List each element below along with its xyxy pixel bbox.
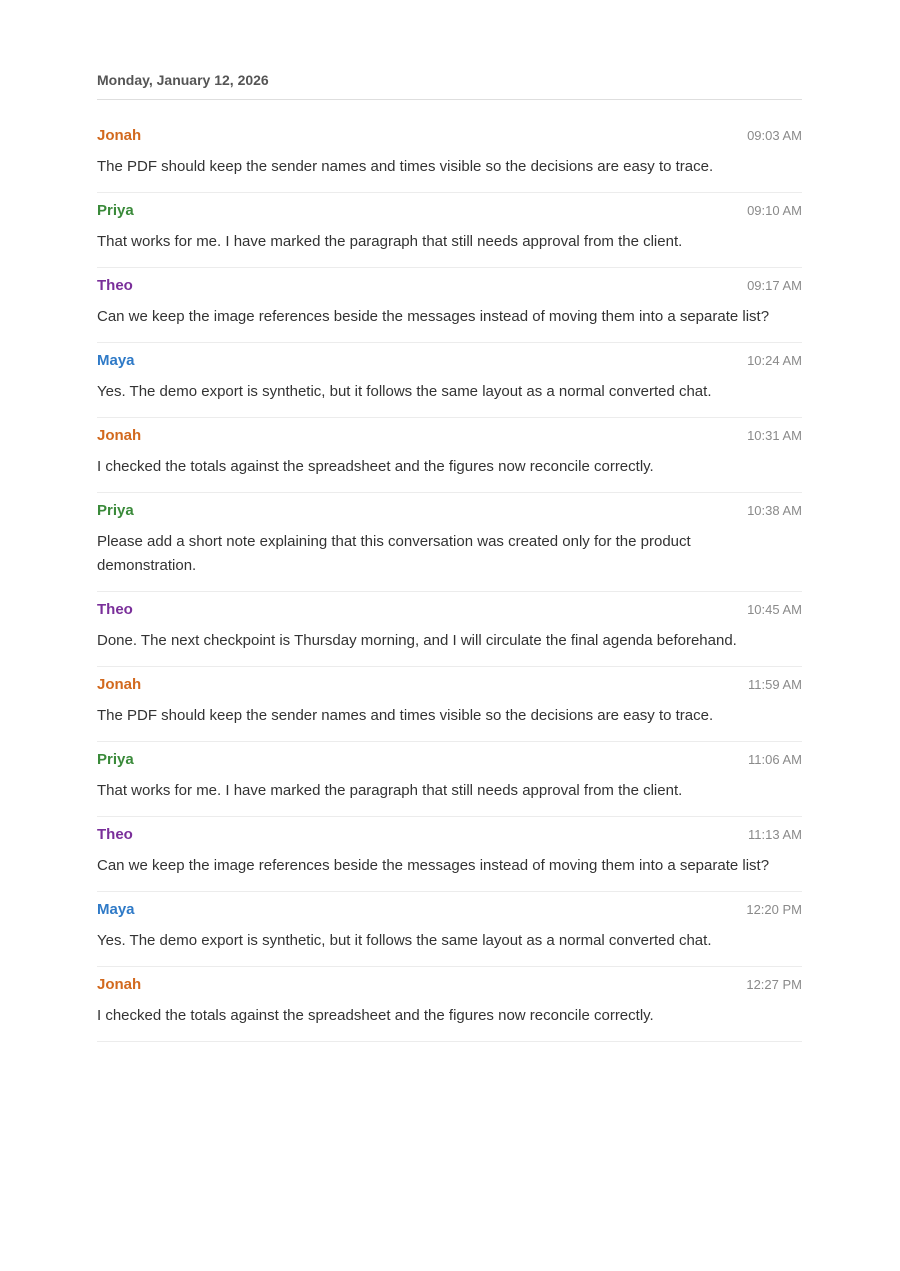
message-item bbox=[97, 193, 802, 268]
message-time: 09:17 AM bbox=[747, 278, 802, 293]
message-text: Can we keep the image references beside the messages instead of moving them into a separate list? bbox=[97, 857, 770, 874]
message-text: The PDF should keep the sender names and times visible so the decisions are easy to trace. bbox=[97, 158, 714, 175]
message-text: Yes. The demo export is synthetic, but it follows the same layout as a normal converted chat. bbox=[97, 383, 712, 400]
message-header bbox=[97, 127, 802, 149]
sender-name: Priya bbox=[97, 751, 134, 768]
message-header bbox=[97, 202, 802, 224]
message-text: Yes. The demo export is synthetic, but it follows the same layout as a normal converted chat. bbox=[97, 932, 712, 949]
sender-name: Jonah bbox=[97, 427, 142, 444]
message-time: 10:31 AM bbox=[747, 428, 802, 443]
message-time: 10:45 AM bbox=[747, 602, 802, 617]
message-header bbox=[97, 352, 802, 374]
message-item bbox=[97, 667, 802, 742]
message-text: Can we keep the image references beside the messages instead of moving them into a separate list? bbox=[97, 308, 770, 325]
message-time: 11:59 AM bbox=[748, 677, 802, 692]
message-header bbox=[97, 976, 802, 998]
message-time: 09:03 AM bbox=[747, 128, 802, 143]
message-item bbox=[97, 967, 802, 1042]
sender-name: Jonah bbox=[97, 127, 142, 144]
message-text: The PDF should keep the sender names and times visible so the decisions are easy to trace. bbox=[97, 707, 714, 724]
message-item bbox=[97, 343, 802, 418]
message-item bbox=[97, 418, 802, 493]
message-header bbox=[97, 502, 802, 524]
message-text: That works for me. I have marked the paragraph that still needs approval from the client. bbox=[97, 782, 683, 799]
message-time: 11:06 AM bbox=[748, 752, 802, 767]
sender-name: Maya bbox=[97, 901, 135, 918]
sender-name: Theo bbox=[97, 826, 133, 843]
message-time: 12:27 PM bbox=[746, 977, 802, 992]
message-text: Please add a short note explaining that this conversation was created only for the product demonstration. bbox=[97, 533, 691, 574]
message-item bbox=[97, 742, 802, 817]
message-header bbox=[97, 751, 802, 773]
message-time: 10:24 AM bbox=[747, 353, 802, 368]
message-header bbox=[97, 826, 802, 848]
chat-transcript bbox=[97, 72, 802, 1042]
message-time: 11:13 AM bbox=[748, 827, 802, 842]
message-header bbox=[97, 676, 802, 698]
message-text: I checked the totals against the spreadsheet and the figures now reconcile correctly. bbox=[97, 458, 654, 475]
sender-name: Jonah bbox=[97, 976, 142, 993]
date-header: Monday, January 12, 2026 bbox=[97, 72, 802, 100]
message-text: Done. The next checkpoint is Thursday morning, and I will circulate the final agenda beforehand. bbox=[97, 632, 737, 649]
sender-name: Theo bbox=[97, 277, 133, 294]
message-header bbox=[97, 601, 802, 623]
message-item bbox=[97, 493, 802, 592]
message-item bbox=[97, 892, 802, 967]
sender-name: Maya bbox=[97, 352, 135, 369]
message-item bbox=[97, 118, 802, 193]
message-text: That works for me. I have marked the paragraph that still needs approval from the client. bbox=[97, 233, 683, 250]
message-time: 10:38 AM bbox=[747, 503, 802, 518]
sender-name: Priya bbox=[97, 502, 134, 519]
sender-name: Priya bbox=[97, 202, 134, 219]
message-time: 09:10 AM bbox=[747, 203, 802, 218]
message-item bbox=[97, 268, 802, 343]
message-header bbox=[97, 277, 802, 299]
message-header bbox=[97, 427, 802, 449]
message-time: 12:20 PM bbox=[746, 902, 802, 917]
message-header bbox=[97, 901, 802, 923]
message-text: I checked the totals against the spreadsheet and the figures now reconcile correctly. bbox=[97, 1007, 654, 1024]
sender-name: Jonah bbox=[97, 676, 142, 693]
message-item bbox=[97, 592, 802, 667]
message-item bbox=[97, 817, 802, 892]
message-list bbox=[97, 118, 802, 1042]
sender-name: Theo bbox=[97, 601, 133, 618]
